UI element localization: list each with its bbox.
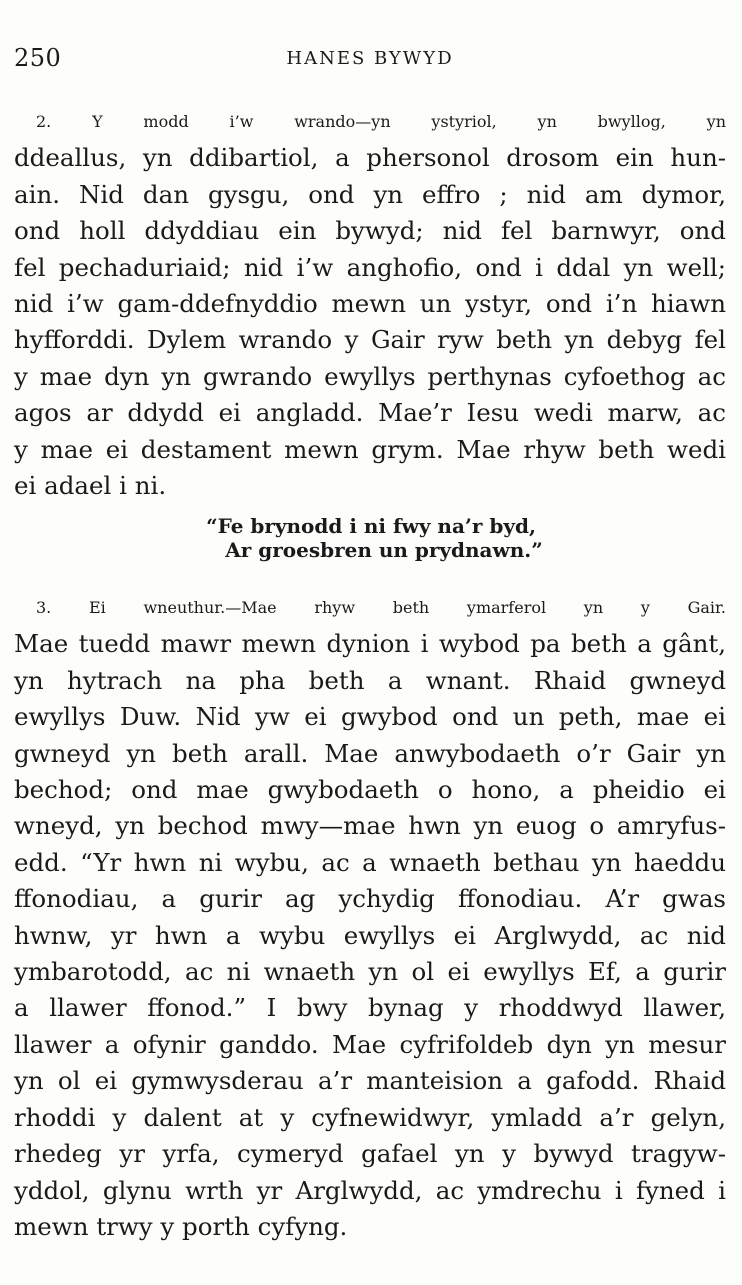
text-line: bechod; ond mae gwybodaeth o hono, a pheidio ei [14,775,726,805]
text-line: gwneyd yn beth arall. Mae anwybodaeth o’r Gair yn [14,738,726,768]
text-line: y mae ei destament mewn grym. Mae rhyw beth wedi [14,434,726,464]
text-line: 2. Y modd i’w wrando—yn ystyriol, yn bwyllog, yn [36,112,726,131]
text-line: agos ar ddydd ei angladd. Mae’r Iesu wedi marw, ac [14,398,726,428]
text-line: yn ol ei gymwysderau a’r manteision a gafodd. Rhaid [14,1066,726,1096]
verse-line: Ar groesbren un prydnawn.” [225,538,543,562]
text-line: fel pechaduriaid; nid i’w anghofio, ond i ddal yn well; [14,252,726,282]
page-number: 250 [14,44,62,72]
text-line: ewyllys Duw. Nid yw ei gwybod ond un peth, mae ei [14,702,726,732]
text-line: edd. “Yr hwn ni wybu, ac a wnaeth bethau yn haeddu [14,847,726,877]
text-line: ffonodiau, a gurir ag ychydig ffonodiau. A’r gwas [14,884,726,914]
text-line: rhoddi y dalent at y cyfnewidwyr, ymladd a’r gelyn, [14,1102,726,1132]
text-line: ymbarotodd, ac ni wnaeth yn ol ei ewyllys Ef, a gurir [14,957,726,987]
running-title: HANES BYWYD [286,48,454,69]
text-line: hwnw, yr hwn a wybu ewyllys ei Arglwydd, ac nid [14,920,726,950]
text-line: nid i’w gam-ddefnyddio mewn un ystyr, ond i’n hiawn [14,289,726,319]
text-line: mewn trwy y porth cyfyng. [14,1211,348,1241]
text-line: 3. Ei wneuthur.—Mae rhyw beth ymarferol yn y Gair. [36,598,726,617]
text-line: ddeallus, yn ddibartiol, a phersonol drosom ein hun- [14,143,726,173]
verse-line: “Fe brynodd i ni fwy na’r byd, [206,514,536,538]
text-line: a llawer ffonod.” I bwy bynag y rhoddwyd llawer, [14,993,726,1023]
text-line: ei adael i ni. [14,471,167,501]
text-line: y mae dyn yn gwrando ewyllys perthynas cyfoethog ac [14,361,726,391]
text-line: wneyd, yn bechod mwy—mae hwn yn euog o amryfus- [14,811,726,841]
text-line: llawer a ofynir ganddo. Mae cyfrifoldeb dyn yn mesur [14,1029,726,1059]
text-line: ond holl ddyddiau ein bywyd; nid fel barnwyr, ond [14,216,726,246]
text-line: yn hytrach na pha beth a wnant. Rhaid gwneyd [14,665,726,695]
paragraph-point-3 [14,590,726,1245]
text-line: yddol, glynu wrth yr Arglwydd, ac ymdrechu i fyned i [14,1175,726,1205]
page-header [14,44,726,78]
text-line: rhedeg yr yrfa, cymeryd gafael yn y bywyd tragyw- [14,1139,726,1169]
text-line: hyfforddi. Dylem wrando y Gair ryw beth yn debyg fel [14,325,726,355]
text-line: Mae tuedd mawr mewn dynion i wybod pa beth a gânt, [14,629,726,659]
verse-quotation [0,514,742,562]
text-line: ain. Nid dan gysgu, ond yn effro ; nid am dymor, [14,179,726,209]
paragraph-point-2 [14,104,726,504]
